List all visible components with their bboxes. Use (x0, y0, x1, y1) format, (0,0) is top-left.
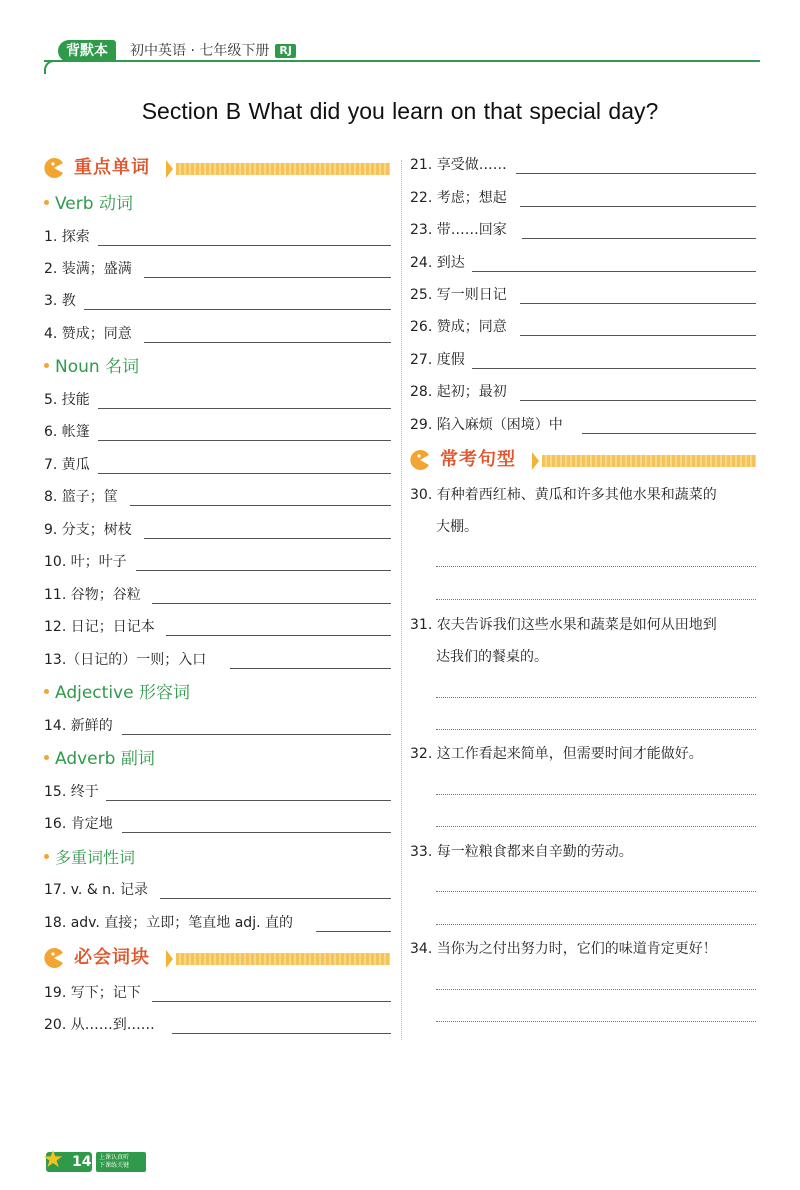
category-adverb (44, 749, 155, 769)
list-item: 7. 黄瓜 (44, 457, 90, 473)
category-verb (44, 194, 133, 214)
chevron-icon (532, 452, 539, 470)
list-item: 28. 起初；最初 (410, 384, 507, 400)
sentence-prompt-cont: 达我们的餐桌的。 (436, 649, 548, 665)
list-item: 25. 写一则日记 (410, 287, 507, 303)
answer-line[interactable] (436, 989, 756, 990)
list-item: 13.（日记的）一则；入口 (44, 652, 207, 668)
answer-line[interactable] (136, 570, 391, 571)
list-item: 5. 技能 (44, 392, 90, 408)
chevron-icon (166, 160, 173, 178)
list-item: 10. 叶；叶子 (44, 554, 127, 570)
answer-line[interactable] (130, 505, 391, 506)
answer-line[interactable] (436, 924, 756, 925)
answer-line[interactable] (436, 599, 756, 600)
category-label: Adverb 副词 (55, 749, 155, 769)
category-label: Adjective 形容词 (55, 683, 190, 703)
list-item: 24. 到达 (410, 255, 465, 271)
answer-line[interactable] (144, 277, 391, 278)
bullet-dot-icon (44, 689, 49, 694)
header-hook (44, 60, 56, 74)
answer-line[interactable] (520, 206, 756, 207)
section-header-chunks (44, 947, 390, 971)
header-badge: 背默本 (58, 40, 116, 62)
section-band (542, 455, 756, 467)
list-item: 15. 终于 (44, 784, 99, 800)
answer-line[interactable] (98, 408, 391, 409)
bullet-dot-icon (44, 363, 49, 368)
list-item: 3. 教 (44, 293, 76, 309)
sentence-prompt: 34. 当你为之付出努力时，它们的味道肯定更好！ (410, 941, 717, 957)
header-subject (130, 42, 296, 60)
answer-line[interactable] (522, 238, 756, 239)
answer-line[interactable] (582, 433, 756, 434)
list-item: 29. 陷入麻烦（困境）中 (410, 417, 563, 433)
list-item: 11. 谷物；谷粒 (44, 587, 141, 603)
page-number: 14 (72, 1154, 92, 1170)
answer-line[interactable] (144, 538, 391, 539)
answer-line[interactable] (436, 1021, 756, 1022)
answer-line[interactable] (520, 400, 756, 401)
list-item: 16. 肯定地 (44, 816, 113, 832)
answer-line[interactable] (122, 832, 391, 833)
section-header-key-words (44, 157, 390, 181)
answer-line[interactable] (98, 440, 391, 441)
answer-line[interactable] (436, 566, 756, 567)
answer-line[interactable] (98, 245, 391, 246)
answer-line[interactable] (172, 1033, 391, 1034)
answer-line[interactable] (472, 271, 756, 272)
answer-line[interactable] (152, 603, 391, 604)
section-title: 重点单词 (74, 157, 150, 178)
list-item: 8. 篮子；筐 (44, 489, 118, 505)
category-label: 多重词性词 (55, 848, 136, 867)
star-icon: ★ (42, 1145, 64, 1173)
category-noun (44, 357, 139, 377)
footer-tag-line1: 上课认真听 (99, 1154, 130, 1161)
sentence-prompt: 31. 农夫告诉我们这些水果和蔬菜是如何从田地到 (410, 617, 717, 633)
bullet-dot-icon (44, 755, 49, 760)
category-label: Noun 名词 (55, 357, 140, 377)
answer-line[interactable] (516, 173, 756, 174)
answer-line[interactable] (84, 309, 391, 310)
answer-line[interactable] (520, 335, 756, 336)
category-adjective (44, 683, 190, 703)
answer-line[interactable] (520, 303, 756, 304)
footer-tag (96, 1152, 146, 1172)
section-header-sentences (410, 449, 756, 473)
list-item: 26. 赞成；同意 (410, 319, 507, 335)
bullet-dot-icon (44, 200, 49, 205)
bullet-dot-icon (44, 854, 49, 859)
sentence-prompt-cont: 大棚。 (436, 519, 478, 535)
sentence-prompt: 33. 每一粒粮食都来自辛勤的劳动。 (410, 844, 633, 860)
answer-line[interactable] (106, 800, 391, 801)
answer-line[interactable] (472, 368, 756, 369)
list-item: 6. 帐篷 (44, 424, 90, 440)
answer-line[interactable] (436, 794, 756, 795)
section-band (176, 163, 390, 175)
section-title: 必会词块 (74, 947, 150, 968)
answer-line[interactable] (230, 668, 391, 669)
answer-line[interactable] (152, 1001, 391, 1002)
section-title: 常考句型 (440, 449, 516, 470)
pacman-icon (410, 450, 430, 470)
category-multi (44, 848, 135, 868)
footer-tag-line2: 下课练关键 (99, 1162, 130, 1169)
list-item: 20. 从……到…… (44, 1017, 155, 1033)
list-item: 18. adv. 直接；立即；笔直地 adj. 直的 (44, 915, 293, 931)
answer-line[interactable] (98, 473, 391, 474)
answer-line[interactable] (160, 898, 391, 899)
list-item: 9. 分支；树枝 (44, 522, 132, 538)
answer-line[interactable] (436, 697, 756, 698)
list-item: 21. 享受做…… (410, 157, 507, 173)
header-rule (44, 60, 760, 62)
category-label: Verb 动词 (55, 194, 133, 214)
answer-line[interactable] (436, 729, 756, 730)
list-item: 1. 探索 (44, 229, 90, 245)
page-header (44, 40, 760, 70)
list-item: 23. 带……回家 (410, 222, 507, 238)
pacman-icon (44, 948, 64, 968)
answer-line[interactable] (436, 826, 756, 827)
list-item: 27. 度假 (410, 352, 465, 368)
answer-line[interactable] (436, 891, 756, 892)
section-band (176, 953, 390, 965)
header-subject-text: 初中英语 · 七年级下册 (130, 43, 270, 59)
chevron-icon (166, 950, 173, 968)
answer-line[interactable] (122, 734, 391, 735)
sentence-prompt: 32. 这工作看起来简单，但需要时间才能做好。 (410, 746, 703, 762)
answer-line[interactable] (316, 931, 391, 932)
list-item: 4. 赞成；同意 (44, 326, 132, 342)
list-item: 12. 日记；日记本 (44, 619, 155, 635)
edition-badge: RJ (275, 44, 296, 58)
answer-line[interactable] (166, 635, 391, 636)
column-divider (401, 160, 402, 1040)
list-item: 2. 装满；盛满 (44, 261, 132, 277)
list-item: 19. 写下；记下 (44, 985, 141, 1001)
pacman-icon (44, 158, 64, 178)
answer-line[interactable] (144, 342, 391, 343)
list-item: 14. 新鲜的 (44, 718, 113, 734)
list-item: 22. 考虑；想起 (410, 190, 507, 206)
list-item: 17. v. & n. 记录 (44, 882, 148, 898)
page-title: Section B What did you learn on that special day? (141, 98, 659, 124)
sentence-prompt: 30. 有种着西红柿、黄瓜和许多其他水果和蔬菜的 (410, 487, 717, 503)
